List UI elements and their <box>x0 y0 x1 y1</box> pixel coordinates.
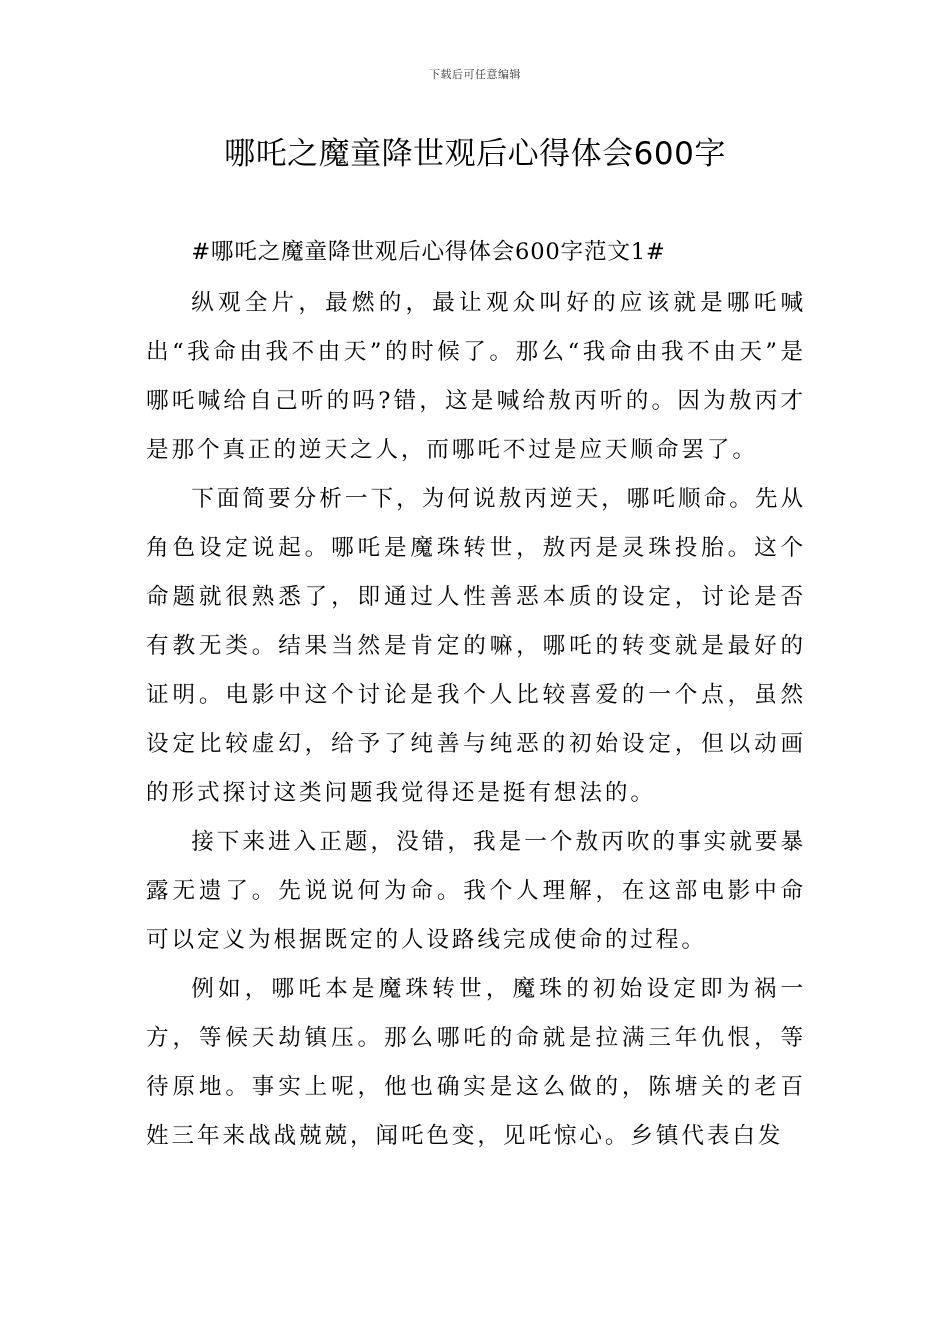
paragraph: 接下来进入正题，没错，我是一个敖丙吹的事实就要暴露无遗了。先说说何为命。我个人理解，在这部电影中命可以定义为根据既定的人设路线完成使命的过程。 <box>146 829 806 953</box>
document-body <box>146 228 806 1161</box>
document-title: 哪吒之魔童降世观后心得体会600字 <box>224 136 726 172</box>
section-subheading: #哪吒之魔童降世观后心得体会600字范文1# <box>191 239 666 265</box>
paragraph: 下面简要分析一下，为何说敖丙逆天，哪吒顺命。先从角色设定说起。哪吒是魔珠转世，敖丙是灵珠投胎。这个命题就很熟悉了，即通过人性善恶本质的设定，讨论是否有教无类。结果当然是肯定的嘛，哪吒的转变就是最好的证明。电影中这个讨论是我个人比较喜爱的一个点，虽然设定比较虚幻，给予了纯善与纯恶的初始设定，但以动画的形式探讨这类问题我觉得还是挺有想法的。 <box>146 486 806 806</box>
paragraph: 例如，哪吒本是魔珠转世，魔珠的初始设定即为祸一方，等候天劫镇压。那么哪吒的命就是拉满三年仇恨，等待原地。事实上呢，他也确实是这么做的，陈塘关的老百姓三年来战战兢兢，闻吒色变，见吒惊心。乡镇代表白发 <box>146 976 806 1149</box>
paragraph: 纵观全片，最燃的，最让观众叫好的应该就是哪吒喊出“我命由我不由天”的时候了。那么“我命由我不由天”是哪吒喊给自己听的吗?错，这是喊给敖丙听的。因为敖丙才是那个真正的逆天之人，而哪吒不过是应天顺命罢了。 <box>146 290 806 463</box>
header-note: 下载后可任意编辑 <box>429 68 521 81</box>
